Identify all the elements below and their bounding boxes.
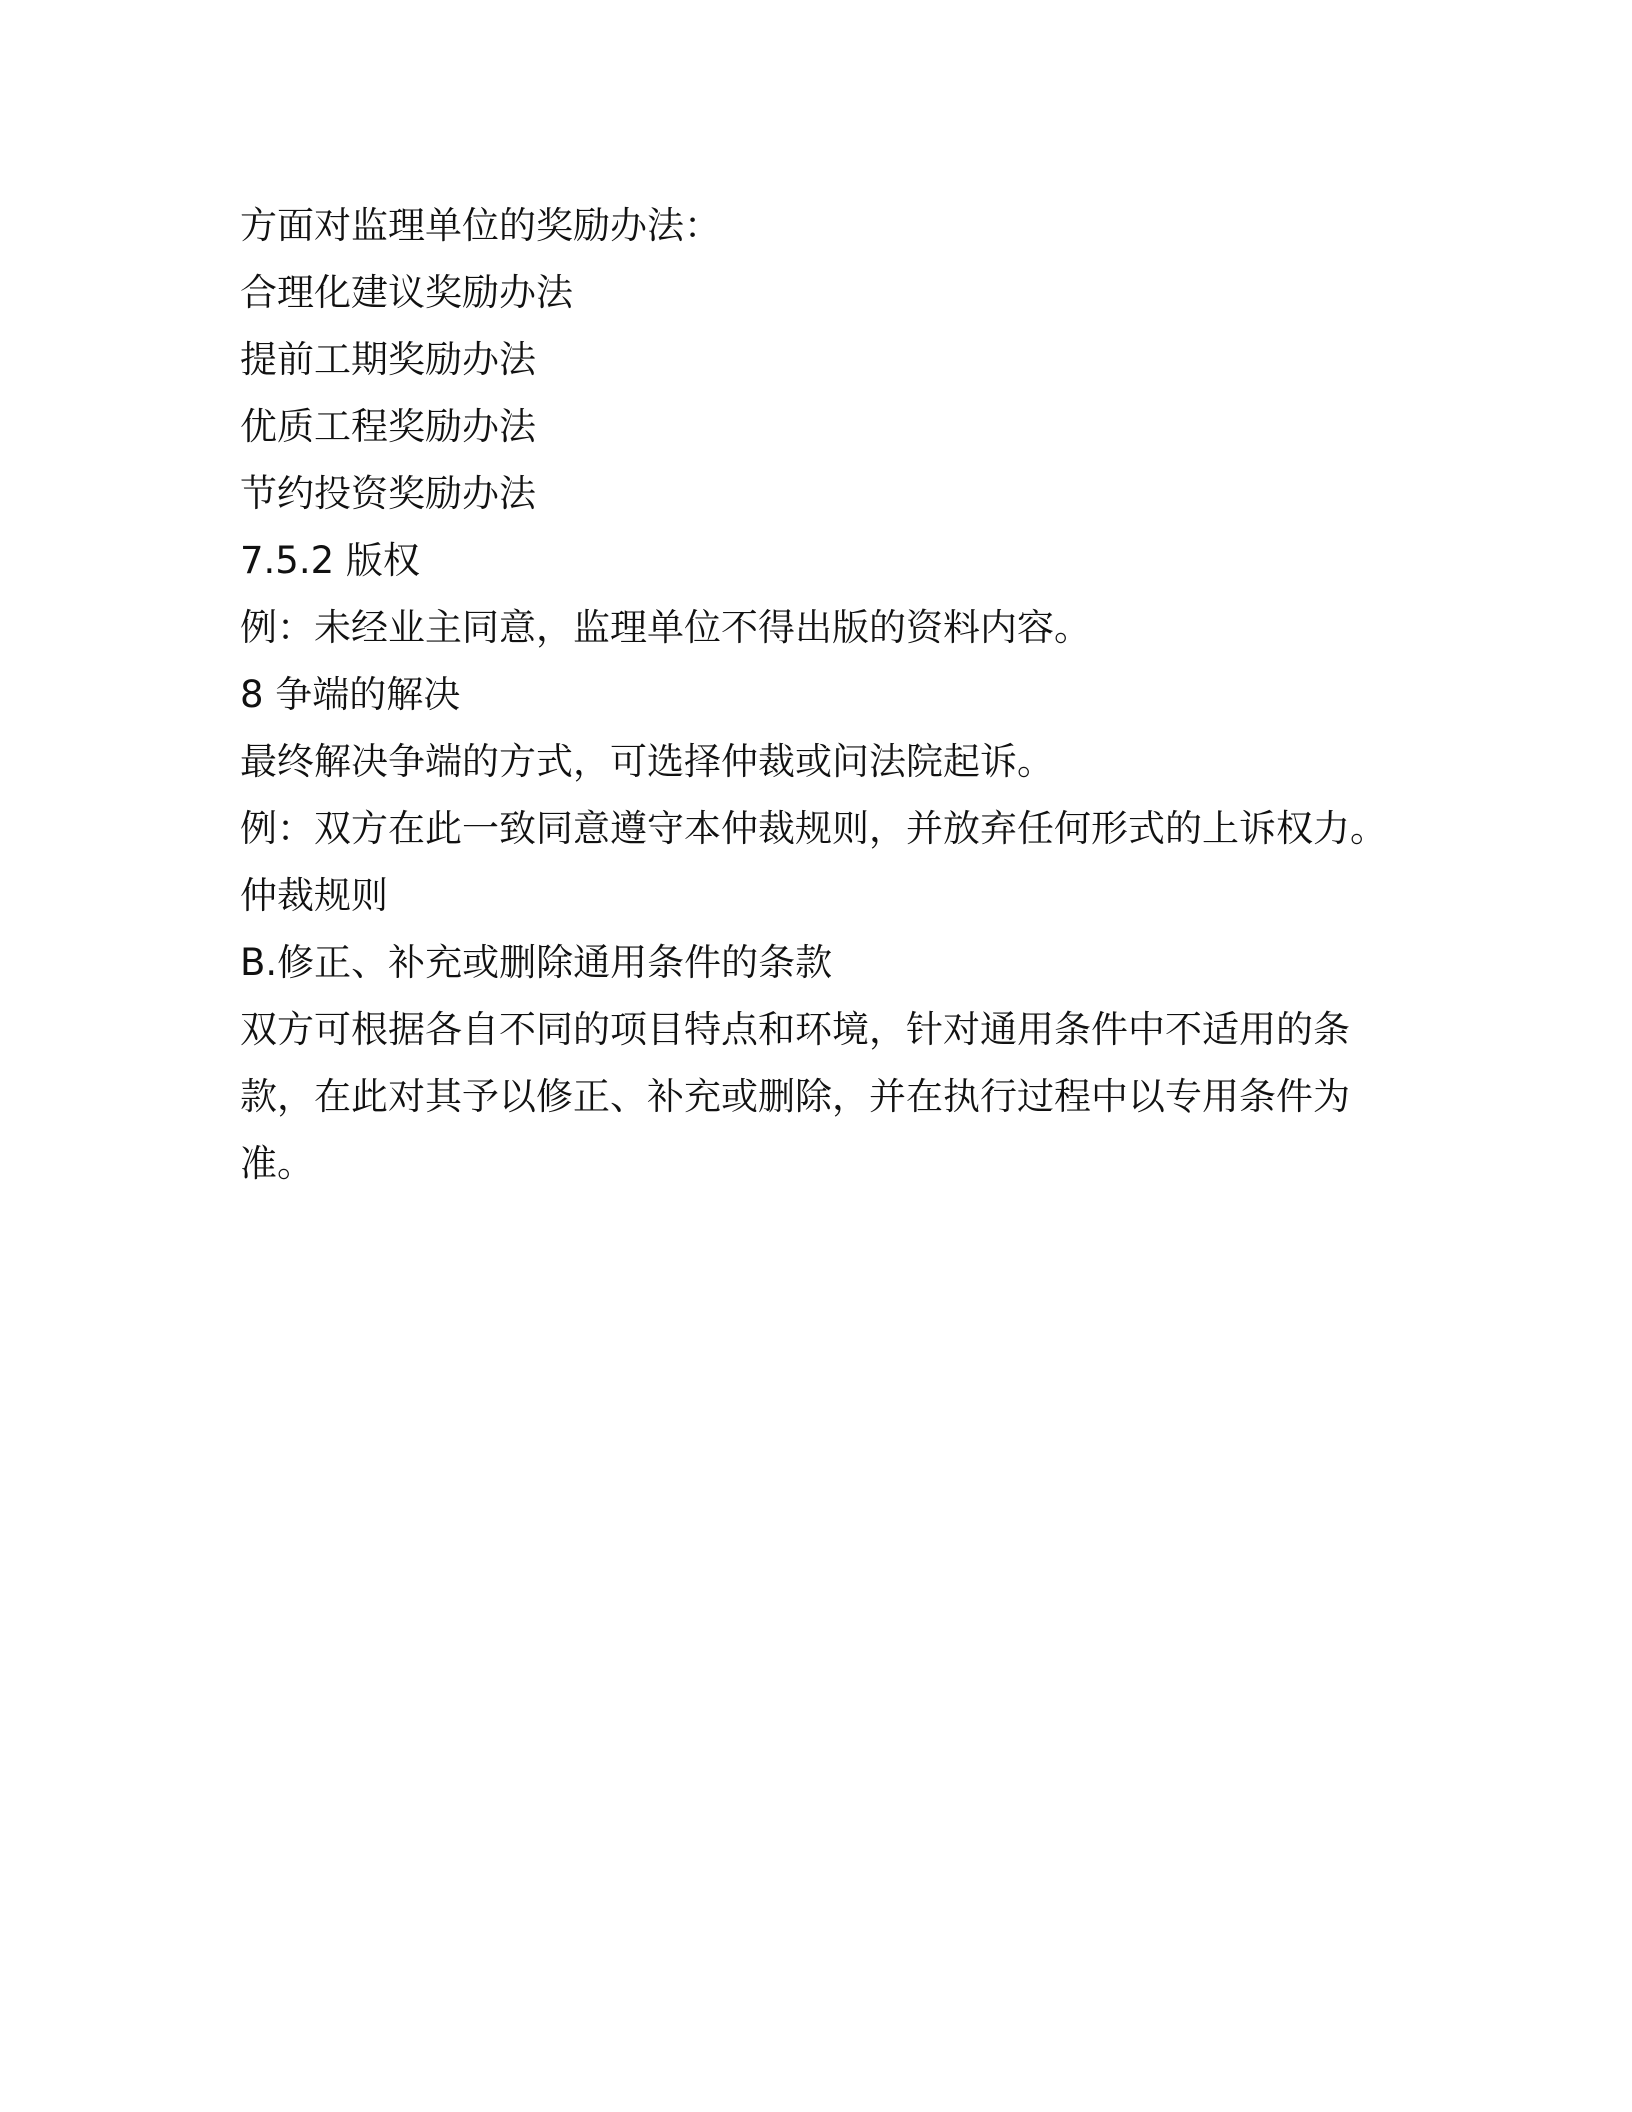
section-heading: 8 争端的解决 <box>240 673 461 716</box>
example-text: 例：未经业主同意，监理单位不得出版的资料内容。 <box>240 606 1091 649</box>
list-item: 优质工程奖励办法 <box>240 405 536 448</box>
list-item: 节约投资奖励办法 <box>240 472 536 515</box>
intro-line: 方面对监理单位的奖励办法： <box>240 204 721 247</box>
list-item: 合理化建议奖励办法 <box>240 271 573 314</box>
final-paragraph: 双方可根据各自不同的项目特点和环境，针对通用条件中不适用的条款，在此对其予以修正、补充或删除，并在执行过程中以专用条件为准。 <box>240 1008 1350 1185</box>
body-text: 仲裁规则 <box>240 874 388 917</box>
section-heading: B.修正、补充或删除通用条件的条款 <box>240 941 833 984</box>
document-body <box>240 192 1400 1197</box>
body-text: 最终解决争端的方式，可选择仲裁或问法院起诉。 <box>240 740 1054 783</box>
list-item: 提前工期奖励办法 <box>240 338 536 381</box>
example-text: 例：双方在此一致同意遵守本仲裁规则，并放弃任何形式的上诉权力。 <box>240 807 1387 850</box>
section-heading: 7.5.2 版权 <box>240 539 420 582</box>
